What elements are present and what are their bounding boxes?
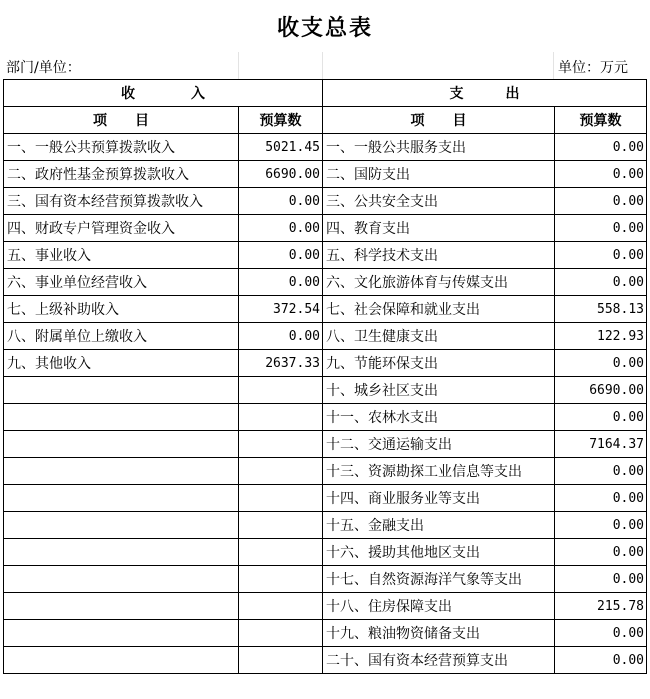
table-row — [4, 269, 647, 296]
expense-item-name: 二十、国有资本经营预算支出 — [323, 647, 555, 674]
expense-budget-value: 0.00 — [555, 647, 647, 674]
income-item-name — [4, 539, 239, 566]
income-budget-value: 0.00 — [239, 242, 323, 269]
income-item-name — [4, 377, 239, 404]
expense-budget-value: 0.00 — [555, 350, 647, 377]
expense-budget-value: 0.00 — [555, 188, 647, 215]
expense-item-name: 七、社会保障和就业支出 — [323, 296, 555, 323]
table-row — [4, 539, 647, 566]
expense-budget-value: 0.00 — [555, 512, 647, 539]
expense-budget-value: 0.00 — [555, 161, 647, 188]
expense-budget-value: 0.00 — [555, 458, 647, 485]
table-row — [4, 431, 647, 458]
expense-item-name: 十七、自然资源海洋气象等支出 — [323, 566, 555, 593]
expense-item-name: 九、节能环保支出 — [323, 350, 555, 377]
income-budget-value — [239, 647, 323, 674]
income-budget-value: 2637.33 — [239, 350, 323, 377]
expense-budget-value: 0.00 — [555, 269, 647, 296]
income-budget-value: 5021.45 — [239, 134, 323, 161]
income-budget-value: 0.00 — [239, 269, 323, 296]
expense-item-name: 十八、住房保障支出 — [323, 593, 555, 620]
income-item-name — [4, 593, 239, 620]
income-budget-value — [239, 458, 323, 485]
expense-item-header: 项 目 — [323, 107, 555, 134]
expense-item-name: 三、公共安全支出 — [323, 188, 555, 215]
income-item-name: 七、上级补助收入 — [4, 296, 239, 323]
expense-budget-value: 0.00 — [555, 134, 647, 161]
expense-budget-value: 0.00 — [555, 539, 647, 566]
income-item-name: 一、一般公共预算拨款收入 — [4, 134, 239, 161]
income-item-name — [4, 458, 239, 485]
income-item-name — [4, 566, 239, 593]
table-row — [4, 485, 647, 512]
income-budget-value: 0.00 — [239, 323, 323, 350]
expense-item-name: 十六、援助其他地区支出 — [323, 539, 555, 566]
income-budget-value: 0.00 — [239, 215, 323, 242]
income-budget-value — [239, 539, 323, 566]
income-expense-table — [3, 79, 647, 674]
income-budget-value — [239, 404, 323, 431]
table-row — [4, 593, 647, 620]
income-item-name: 三、国有资本经营预算拨款收入 — [4, 188, 239, 215]
income-budget-value — [239, 431, 323, 458]
grid-line — [238, 52, 239, 79]
expense-item-name: 六、文化旅游体育与传媒支出 — [323, 269, 555, 296]
table-column-header-row — [4, 107, 647, 134]
expense-budget-value: 558.13 — [555, 296, 647, 323]
expense-item-name: 十二、交通运输支出 — [323, 431, 555, 458]
expense-budget-value: 215.78 — [555, 593, 647, 620]
income-item-name — [4, 431, 239, 458]
income-item-header: 项 目 — [4, 107, 239, 134]
expense-item-name: 八、卫生健康支出 — [323, 323, 555, 350]
income-budget-value — [239, 377, 323, 404]
expense-header: 支 出 — [323, 80, 647, 107]
income-item-name — [4, 647, 239, 674]
income-budget-value: 6690.00 — [239, 161, 323, 188]
expense-budget-value: 0.00 — [555, 620, 647, 647]
income-budget-value: 372.54 — [239, 296, 323, 323]
income-budget-header: 预算数 — [239, 107, 323, 134]
table-row — [4, 512, 647, 539]
expense-budget-value: 122.93 — [555, 323, 647, 350]
unit-label: 单位：万元 — [558, 60, 628, 76]
income-budget-value: 0.00 — [239, 188, 323, 215]
expense-item-name: 十、城乡社区支出 — [323, 377, 555, 404]
expense-item-name: 十五、金融支出 — [323, 512, 555, 539]
table-row — [4, 242, 647, 269]
income-item-name: 九、其他收入 — [4, 350, 239, 377]
expense-budget-value: 0.00 — [555, 215, 647, 242]
grid-line — [322, 52, 323, 79]
expense-budget-value: 0.00 — [555, 404, 647, 431]
expense-budget-value: 0.00 — [555, 566, 647, 593]
table-row — [4, 404, 647, 431]
table-row — [4, 647, 647, 674]
income-budget-value — [239, 566, 323, 593]
table-row — [4, 620, 647, 647]
expense-budget-value: 6690.00 — [555, 377, 647, 404]
income-budget-value — [239, 485, 323, 512]
income-item-name — [4, 620, 239, 647]
table-row — [4, 350, 647, 377]
expense-budget-value: 7164.37 — [555, 431, 647, 458]
income-header: 收 入 — [4, 80, 323, 107]
income-item-name: 六、事业单位经营收入 — [4, 269, 239, 296]
table-section-header-row — [4, 80, 647, 107]
grid-line — [553, 52, 554, 79]
table-row — [4, 134, 647, 161]
income-budget-value — [239, 593, 323, 620]
income-budget-value — [239, 620, 323, 647]
table-row — [4, 296, 647, 323]
expense-budget-header: 预算数 — [555, 107, 647, 134]
dept-label: 部门/单位： — [6, 60, 81, 76]
expense-item-name: 一、一般公共服务支出 — [323, 134, 555, 161]
expense-item-name: 十九、粮油物资储备支出 — [323, 620, 555, 647]
income-item-name: 五、事业收入 — [4, 242, 239, 269]
expense-budget-value: 0.00 — [555, 242, 647, 269]
table-row — [4, 215, 647, 242]
expense-item-name: 十三、资源勘探工业信息等支出 — [323, 458, 555, 485]
expense-budget-value: 0.00 — [555, 485, 647, 512]
income-item-name: 四、财政专户管理资金收入 — [4, 215, 239, 242]
income-item-name: 八、附属单位上缴收入 — [4, 323, 239, 350]
table-row — [4, 188, 647, 215]
table-row — [4, 377, 647, 404]
income-item-name: 二、政府性基金预算拨款收入 — [4, 161, 239, 188]
expense-item-name: 十四、商业服务业等支出 — [323, 485, 555, 512]
page-title: 收支总表 — [276, 14, 373, 41]
table-row — [4, 323, 647, 350]
expense-item-name: 二、国防支出 — [323, 161, 555, 188]
income-item-name — [4, 512, 239, 539]
expense-item-name: 十一、农林水支出 — [323, 404, 555, 431]
expense-item-name: 四、教育支出 — [323, 215, 555, 242]
table-row — [4, 161, 647, 188]
table-row — [4, 566, 647, 593]
income-budget-value — [239, 512, 323, 539]
income-item-name — [4, 485, 239, 512]
expense-item-name: 五、科学技术支出 — [323, 242, 555, 269]
table-row — [4, 458, 647, 485]
income-item-name — [4, 404, 239, 431]
